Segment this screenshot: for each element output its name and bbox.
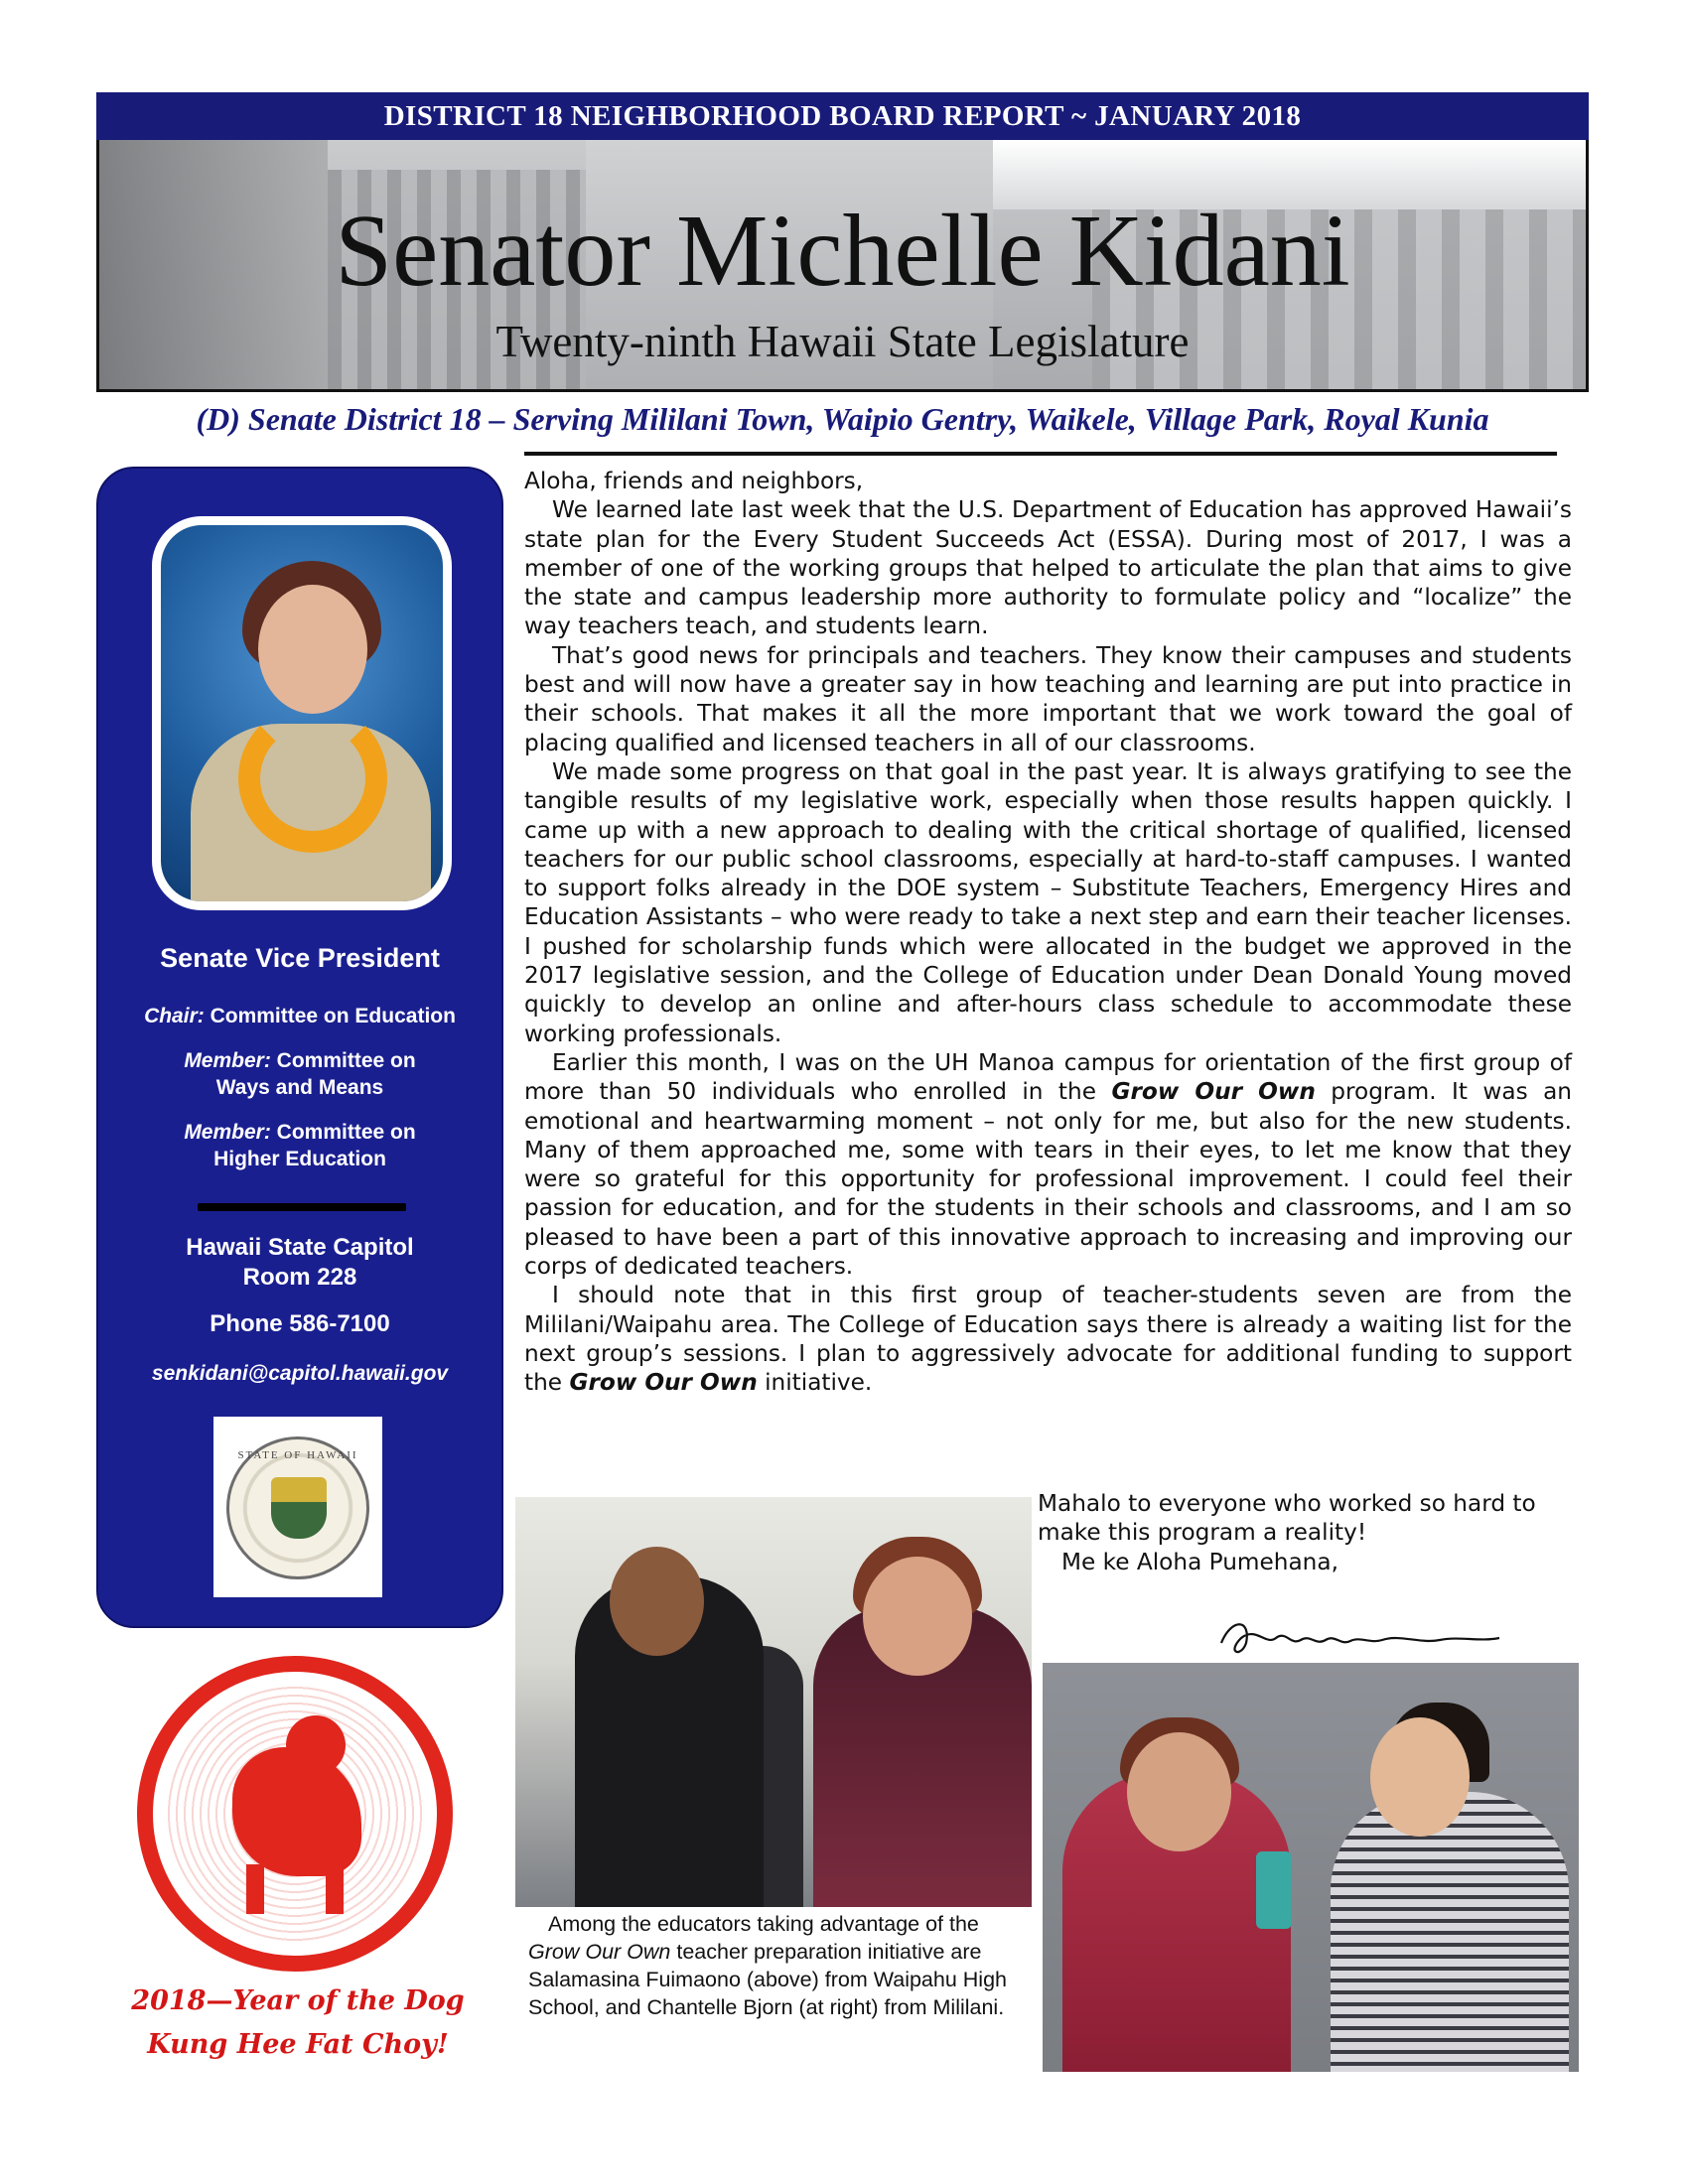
paragraph xyxy=(524,1281,1572,1397)
paragraph xyxy=(524,1048,1572,1281)
role-ways-and-means xyxy=(98,1047,501,1101)
role-text: Committee on Education xyxy=(204,1005,456,1027)
closing xyxy=(1038,1489,1574,1576)
role-higher-education xyxy=(98,1119,501,1172)
year-of-dog-text: 2018—Year of the Dog xyxy=(131,1985,465,2016)
email-address[interactable]: senkidani@capitol.hawaii.gov xyxy=(151,1362,449,1385)
seal-icon xyxy=(226,1436,369,1579)
closing-thanks: Mahalo to everyone who worked so hard to make this program a reality! xyxy=(1038,1490,1536,1547)
letter-body xyxy=(524,467,1572,1398)
paragraph-text: program. It was an emotional and heartwarming moment – not only for me, but also for the new students. Many of them approached me, some with tears in their eyes, to let me know that they were so grateful for this opportunity for professional improvement. I could feel their passion for education, and for the students in their schools and classrooms, and I am so pleased to have been a part of this innovative approach to increasing and improving our corps of dedicated teachers. xyxy=(524,1078,1573,1281)
senator-portrait xyxy=(152,516,452,910)
office-room: Room 228 xyxy=(242,1264,357,1291)
program-name: Grow Our Own xyxy=(569,1369,758,1397)
photo-caption xyxy=(528,1910,1025,2021)
sign-off: Me ke Aloha Pumehana, xyxy=(1061,1548,1338,1575)
sidebar-divider xyxy=(198,1203,406,1211)
sidebar xyxy=(96,467,503,1628)
signature xyxy=(1211,1598,1509,1668)
phone-number: Phone 586-7100 xyxy=(210,1310,390,1337)
program-name: Grow Our Own xyxy=(528,1940,671,1964)
office-address xyxy=(98,1233,501,1293)
page-title: Senator Michelle Kidani xyxy=(335,194,1350,308)
role-prefix: Chair: xyxy=(144,1005,205,1027)
office-building: Hawaii State Capitol xyxy=(186,1234,414,1261)
paragraph-text: initiative. xyxy=(757,1369,873,1397)
dog-papercut-icon xyxy=(137,1656,453,1972)
paragraph: We learned late last week that the U.S. Department of Education has approved Hawaii’s state plan for the Every Student Succeeds Act (ESSA). During most of 2017, I was a member of one of the working groups that helped to articulate the plan that aims to give the state and campus leadership more authority to formulate policy and “localize” the way teachers teach, and students learn. xyxy=(524,496,1572,640)
state-seal xyxy=(213,1417,382,1597)
role-education xyxy=(98,1003,501,1029)
page-subtitle: Twenty-ninth Hawaii State Legislature xyxy=(495,317,1190,366)
report-title-bar: DISTRICT 18 NEIGHBORHOOD BOARD REPORT ~ JANUARY 2018 xyxy=(96,92,1589,140)
new-year-greeting: Kung Hee Fat Choy! xyxy=(147,2029,449,2060)
program-name: Grow Our Own xyxy=(1111,1078,1316,1106)
caption-text: teacher preparation initiative are Salamasina Fuimaono (above) from Waipahu High School, and Chantelle Bjorn (at right) from Mililani. xyxy=(528,1940,1007,2019)
caption-text: Among the educators taking advantage of the xyxy=(548,1912,979,1936)
role-text: Committee on Ways and Means xyxy=(215,1049,416,1099)
greeting: Aloha, friends and neighbors, xyxy=(524,468,864,494)
teachers-photo xyxy=(1043,1663,1579,2072)
paragraph: We made some progress on that goal in the past year. It is always gratifying to see the tangible results of my legislative work, especially when those results happen quickly. I came up with a new approach to dealing with the critical shortage of qualified, licensed teachers for our public school classrooms, especially at hard-to-staff campuses. I wanted to support folks already in the DOE system – Substitute Teachers, Emergency Hires and Education Assistants – who were ready to take a next step and earn their teacher licenses. I pushed for scholarship funds which were allocated in the budget we approved in the 2017 legislative session, and the College of Education under Dean Donald Young moved quickly to develop an online and after-hours class schedule to accommodate these working professionals. xyxy=(524,757,1572,1047)
role-text: Committee on Higher Education xyxy=(213,1121,416,1170)
seal-text: STATE OF HAWAII xyxy=(237,1449,358,1461)
district-line: (D) Senate District 18 – Serving Mililani Town, Waipio Gentry, Waikele, Village Park, Royal Kunia xyxy=(196,401,1489,437)
paragraph-text: Earlier this month, I was on the UH Manoa campus for orientation of the first group of more than 50 individuals who enrolled in the xyxy=(524,1048,1572,1106)
masthead xyxy=(96,92,1589,392)
paragraph-text: I should note that in this first group of teacher-students seven are from the Mililani/Waipahu area. The College of Education says there is already a waiting list for the next group’s sessions. I plan to aggressively advocate for additional funding to support the xyxy=(524,1282,1572,1397)
paragraph: That’s good news for principals and teachers. They know their campuses and students best and will now have a greater say in how teaching and learning are put into practice in their schools. That makes it all the more important that we work toward the goal of placing qualified and licensed teachers in all of our classrooms. xyxy=(524,641,1572,756)
role-prefix: Member: xyxy=(184,1049,271,1072)
capitol-banner-photo xyxy=(96,140,1589,392)
divider xyxy=(524,452,1557,456)
educators-photo xyxy=(515,1497,1032,1907)
role-prefix: Member: xyxy=(184,1121,271,1144)
position-title: Senate Vice President xyxy=(160,943,440,973)
